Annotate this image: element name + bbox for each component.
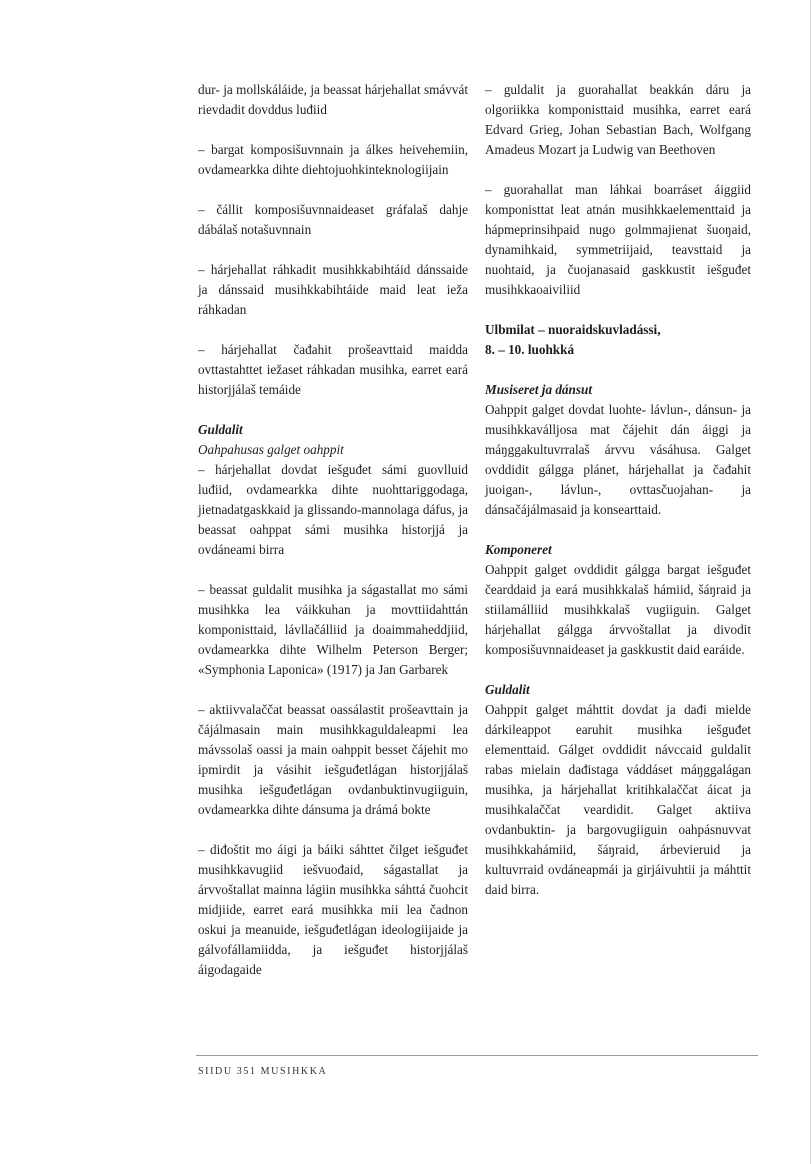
paragraph-komponeret: Oahppit galget ovddidit gálgga bargat iešguđet čearddaid ja eará musihkkalaš hámiid, šáŋraid ja stiilamálliid musihkkalaš vugiiguin. Galget hárjehallat gálgga árvvoštallat ja divodit komposišuvnnaideaset ja gaskkustit daid earáide. — [485, 562, 751, 657]
paragraph-musiseret: Oahppit galget dovdat luohte- lávlun-, dánsun- ja musihkkaválljosa mat čájehit dán áiggi ja máŋggakultuvrralaš árvvu vásáhusa. Galget ovddidit gálgga plánet, hárjehallat ja čađahit juoigan-, lávlun-, ovttasčuojahan- ja dánsačájálmasaid ja konsearttaid. — [485, 402, 751, 517]
page-edge-line — [810, 0, 811, 1164]
list-item: – beassat guldalit musihka ja ságastallat mo sámi musihkka lea váikkuhan ja movttiidahttán komponisttaid, lávllačálliid ja doaimmaheddjiid, ovdamearkka dihte Wilhelm Peterson Berger; «Symphonia Laponica» (1917) ja Jan Garbarek — [198, 582, 468, 677]
page-folio: SIIDU 351 MUSIHKKA — [198, 1066, 328, 1077]
list-item: – čállit komposišuvnnaideaset gráfalaš dahje dábálaš notašuvnnain — [198, 202, 468, 237]
list-item: – bargat komposišuvnnain ja álkes heivehemiin, ovdamearkka dihte diehtojuohkinteknologiijain — [198, 142, 468, 177]
list-item: – guldalit ja guorahallat beakkán dáru ja olgoriikka komponisttaid musihka, earret eará Edvard Grieg, Johan Sebastian Bach, Wolfgang Amadeus Mozart ja Ludwig van Beethoven — [485, 82, 751, 157]
footer-rule — [196, 1055, 758, 1056]
section-subheading: Oahpahusas galget oahppit — [198, 442, 344, 457]
paragraph-guldalit: Oahppit galget máhttit dovdat ja dađi mielde dárkileappot earuhit musihka iešguđet elementtaid. Gálget ovddidit návccaid guldalit rabas mielain dađistaga váddáset máŋggalágan musihka, ja hárjehallat kritihkalaččat áicat ja musihkalaččat veardidit. Galget aktiiva ovdanbuktin- ja bargovugiiguin oahpásnuvvat musihkkahámiid, šáŋraid, árbevieruid ja kultuvrraid ovdáneapmái ja girjáivuhtii ja máhttit daid birra. — [485, 702, 751, 897]
right-column — [485, 80, 751, 900]
list-item: – guorahallat man láhkai boarráset áiggiid komponisttat leat atnán musihkkaelementtaid ja hápmeprinsihpaid nugo golmmajienat šuoŋaid, dynamihkaid, symmetriijaid, teavsttaid ja nuohtaid, ja čuojanasaid gaskkustit iešguđet musihkkaoaiviliid — [485, 182, 751, 297]
list-item: – diđoštit mo áigi ja báiki sáhttet čilget iešguđet musihkkavugiid iešvuođaid, ságastallat ja árvvoštallat mainna lágiin musihkka sáhttá čuohcit midjiide, earret eará musihkka mii lea čadnon oskui ja meanuide, iešguđetlágan ideologiijaide ja gálvofállamiidda, ja iešguđet historjjálaš áigodagaide — [198, 842, 468, 977]
section-heading-guldalit: Guldalit — [198, 422, 243, 437]
heading-musiseret: Musiseret ja dánsut — [485, 382, 592, 397]
list-item: – hárjehallat dovdat iešguđet sámi guovlluid luđiid, ovdamearkka dihte nuohttariggodaga, jietnadatgaskkaid ja glissando-mannolaga dáfus, ja beassat oahppat sámi musihka historjjá ja ovdáneami birra — [198, 462, 468, 557]
list-item: – hárjehallat čađahit prošeavttaid maidda ovttastahttet iežaset ráhkadan musihka, earret eará historjjálaš temáide — [198, 342, 468, 397]
list-item: – hárjehallat ráhkadit musihkkabihtáid dánssaide ja dánssaid musihkkabihtáide maid leat ieža ráhkadan — [198, 262, 468, 317]
list-item: – aktiivvalaččat beassat oassálastit prošeavttain ja čájálmasain main musihkkaguldaleapmi lea mávssolaš oassi ja main oahppit besset čájehit mo ipmirdit ja vásihit iešguđetlágan historjjálaš musihka iešguđetlágan ovdanbuktinvugiiguin, ovdamearkka dihte dánsuma ja drámá bokte — [198, 702, 468, 817]
section-title: Ulbmilat – nuoraidskuvladássi, — [485, 322, 661, 337]
left-column — [198, 80, 468, 980]
heading-guldalit: Guldalit — [485, 682, 530, 697]
heading-komponeret: Komponeret — [485, 542, 552, 557]
section-title-grade: 8. – 10. luohkká — [485, 342, 575, 357]
list-item: dur- ja mollskáláide, ja beassat hárjehallat smávvát rievdadit dovddus luđiid — [198, 82, 468, 117]
